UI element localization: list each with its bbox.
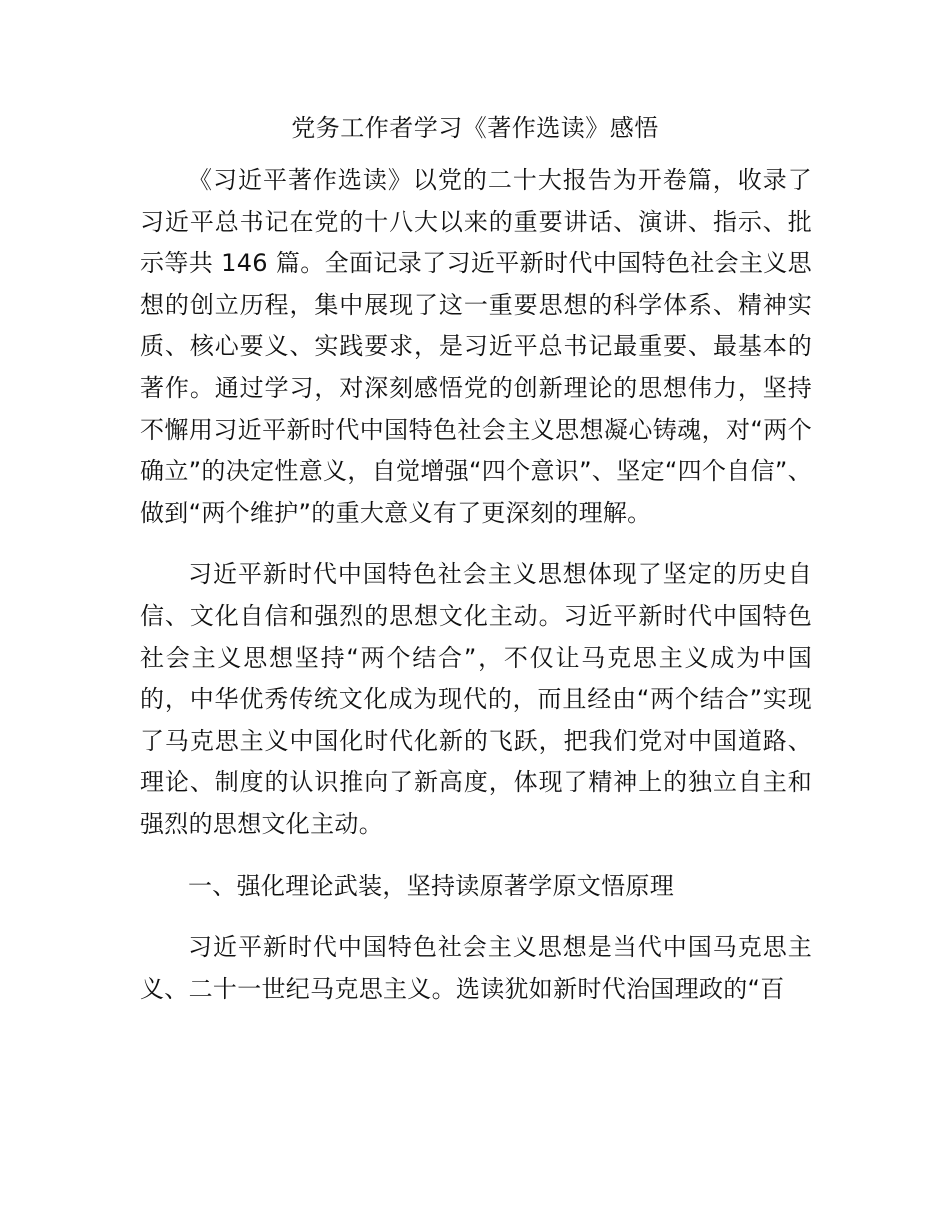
page-title: 党务工作者学习《著作选读》感悟 bbox=[291, 114, 659, 142]
paragraph-thought: 习近平新时代中国特色社会主义思想体现了坚定的历史自信、文化自信和强烈的思想文化主动。习近平新时代中国特色社会主义思想坚持“两个结合”，不仅让马克思主义成为中国的，中华优秀传统文化成为现代的，而且经由“两个结合”实现了马克思主义中国化时代化新的飞跃，把我们党对中国道路、理论、制度的认识推向了新高度，体现了精神上的独立自主和强烈的思想文化主动。 bbox=[140, 560, 812, 838]
section-heading: 一、强化理论武装，坚持读原著学原文悟原理 bbox=[188, 871, 674, 900]
document-body bbox=[140, 160, 812, 1010]
paragraph-section-one: 习近平新时代中国特色社会主义思想是当代中国马克思主义、二十一世纪马克思主义。选读犹如新时代治国理政的“百 bbox=[140, 933, 812, 1003]
paragraph-intro: 《习近平著作选读》以党的二十大报告为开卷篇，收录了习近平总书记在党的十八大以来的重要讲话、演讲、指示、批示等共 146 篇。全面记录了习近平新时代中国特色社会主义思想的创立历程，集中展现了这一重要思想的科学体系、精神实质、核心要义、实践要求，是习近平总书记最重要、最基本的著作。通过学习，对深刻感悟党的创新理论的思想伟力，坚持不懈用习近平新时代中国特色社会主义思想凝心铸魂，对“两个确立”的决定性意义，自觉增强“四个意识”、坚定“四个自信”、做到“两个维护”的重大意义有了更深刻的理解。 bbox=[140, 166, 812, 527]
